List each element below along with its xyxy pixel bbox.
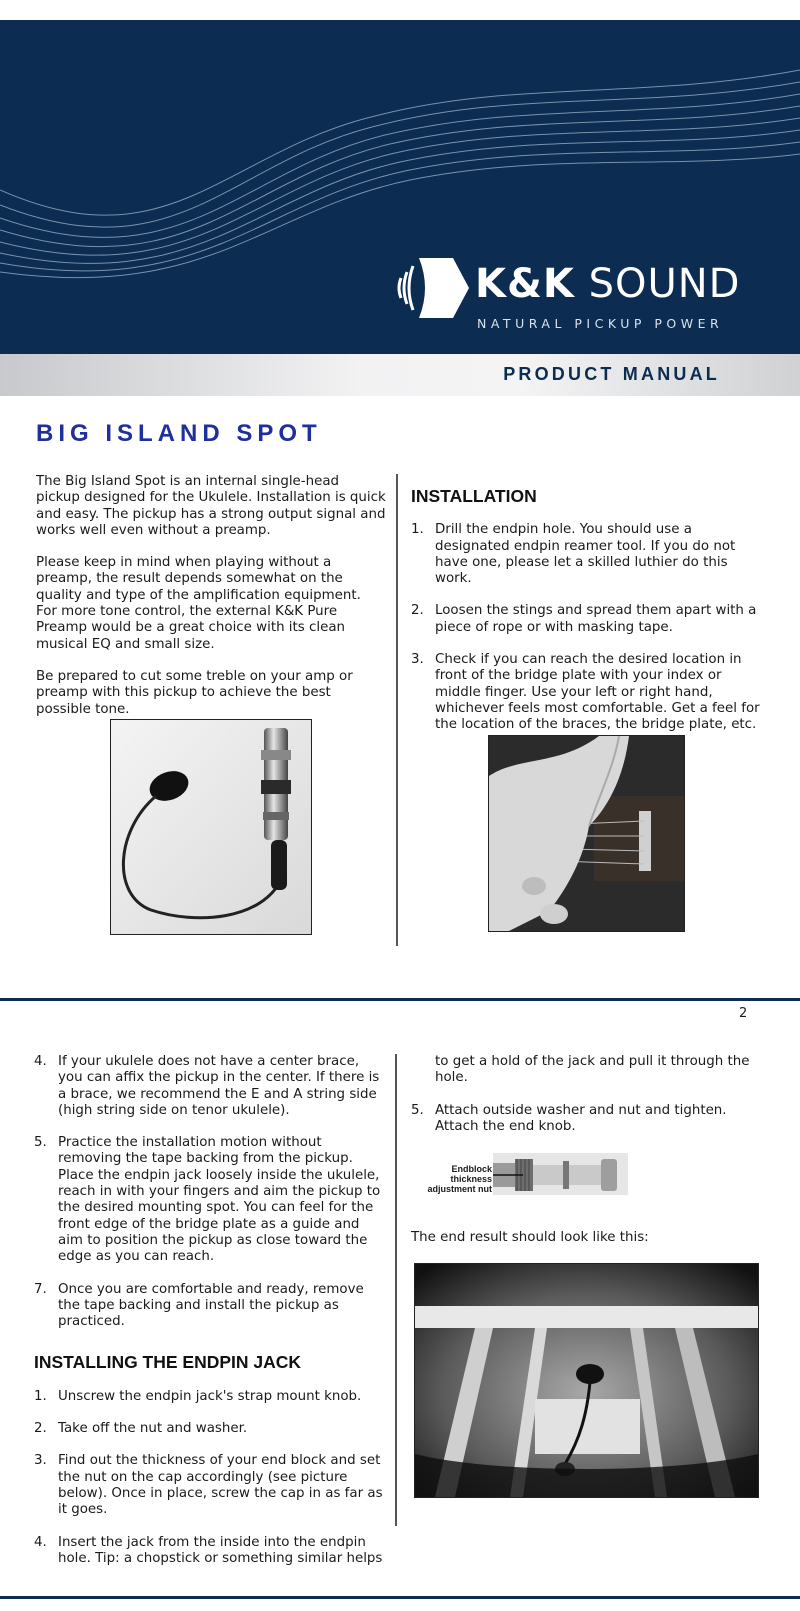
page-number: 2 — [739, 1006, 748, 1021]
end-result-text-block — [411, 1230, 763, 1262]
list-item: 4. Insert the jack from the inside into the endpin hole. Tip: a chopstick or something similar helps — [34, 1534, 383, 1566]
list-item: 1. Drill the endpin hole. You should use a designated endpin reamer tool. If you do not have one, please let a skilled luthier do this work. — [411, 522, 736, 587]
installation-heading: INSTALLATION — [411, 486, 537, 506]
intro-paragraph: The Big Island Spot is an internal single-head pickup designed for the Ukulele. Installation is quick and easy. The pickup has a strong output signal and works well even without a preamp. — [36, 474, 386, 538]
intro-column — [36, 474, 386, 734]
endpin-jack-heading: INSTALLING THE ENDPIN JACK — [34, 1352, 302, 1373]
endblock-nut-caption: Endblock thickness adjustment nut — [427, 1164, 492, 1194]
hand-inside-ukulele-photo — [488, 735, 685, 932]
continued-text: to get a hold of the jack and pull it through the hole. — [435, 1054, 750, 1086]
list-item: 2. Loosen the stings and spread them apart with a piece of rope or with masking tape. — [411, 603, 757, 635]
list-item: 2. Take off the nut and washer. — [34, 1421, 248, 1437]
brand-tagline: NATURAL PICKUP POWER — [477, 316, 724, 331]
header-banner — [0, 20, 800, 354]
endpin-jack-steps-continued — [411, 1103, 763, 1136]
product-manual-strip — [0, 354, 800, 396]
pickup-photo — [110, 719, 312, 935]
list-item: 3. Find out the thickness of your end block and set the nut on the cap accordingly (see picture below). Once in place, screw the cap in as far as it goes. — [34, 1453, 383, 1518]
page2-right-column — [411, 1054, 763, 1151]
list-item: 5. Practice the installation motion without removing the tape backing from the pickup. Place the endpin jack loosely inside the ukulele, reach in with your fingers and aim the pickup to the desired mounting spot. You can feel for the front edge of the bridge plate as a guide and aim to position the pickup as close toward the edge as you can reach. — [34, 1135, 381, 1265]
list-item: 1. Unscrew the endpin jack's strap mount knob. — [34, 1388, 362, 1404]
endpin-jack-steps — [34, 1389, 386, 1567]
end-result-photo — [414, 1263, 759, 1498]
intro-paragraph: Please keep in mind when playing without a preamp, the result depends somewhat on the quality and type of the amplification equipment. For more tone control, the external K&K Pure Preamp would be a great choice with its clean musical EQ and small size. — [36, 555, 361, 652]
sound-waves-icon — [395, 256, 475, 320]
page-title: BIG ISLAND SPOT — [36, 420, 322, 447]
page2-left-column — [34, 1054, 386, 1583]
page-bottom-rule — [0, 1596, 800, 1599]
list-item: 5. Attach outside washer and nut and tighten. Attach the end knob. — [411, 1102, 727, 1134]
installation-steps-continued — [34, 1054, 386, 1330]
product-manual-label: PRODUCT MANUAL — [503, 364, 720, 384]
column-divider — [396, 474, 398, 946]
intro-paragraph: Be prepared to cut some treble on your amp or preamp with this pickup to achieve the best possible tone. — [36, 668, 353, 717]
brand-wordmark: K&K SOUND — [475, 261, 741, 307]
column-divider — [395, 1054, 397, 1526]
endblock-nut-photo — [493, 1153, 628, 1195]
list-item: 7. Once you are comfortable and ready, remove the tape backing and install the pickup as practiced. — [34, 1281, 364, 1330]
installation-steps — [411, 522, 761, 733]
page-separator — [0, 998, 800, 1001]
installation-column — [411, 488, 761, 750]
list-item: 3. Check if you can reach the desired location in front of the bridge plate with your index or middle finger. Use your left or right hand, whichever feels most comfortable. Get a feel for the location of the braces, the bridge plate, etc. — [411, 652, 760, 733]
end-result-caption: The end result should look like this: — [411, 1230, 649, 1245]
list-item: 4. If your ukulele does not have a center brace, you can affix the pickup in the center. If there is a brace, we recommend the E and A string side (high string side on tenor ukulele). — [34, 1054, 380, 1118]
brand-logo — [395, 256, 741, 336]
